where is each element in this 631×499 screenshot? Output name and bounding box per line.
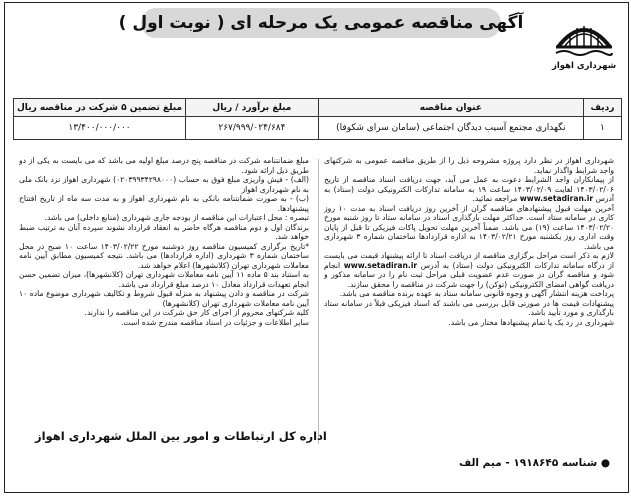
paragraph: (ب) - به صورت ضمانتنامه بانکی به نام شهرداری اهواز و به مدت سه ماه از تاریخ افتتاح پیشنهادها. bbox=[19, 194, 309, 213]
column-divider bbox=[318, 159, 319, 444]
paragraph: پرداخت هزینه انتشار آگهی و وجوه قانونی سامانه ستاد به عهده برنده مناقصه می باشد. bbox=[339, 289, 614, 298]
paragraph: سایر اطلاعات و جزئیات در اسناد مناقصه مندرج شده است. bbox=[121, 317, 309, 327]
paragraph: شهرداری در رد یک یا تمام پیشنهادها مختار می باشد. bbox=[448, 317, 614, 327]
cell-row-no: ۱ bbox=[583, 117, 621, 140]
paragraph: برندگان اول و دوم مناقصه هرگاه حاضر به انعقاد قرارداد نشوند سپرده آنان به ترتیب ضبط خواهد شد. bbox=[19, 222, 309, 241]
issuer-name: اداره کل ارتباطات و امور بین الملل شهرداری اهواز bbox=[35, 429, 327, 443]
paragraph: (الف) - فیش واریزی مبلغ فوق به حساب (۰۲۰۳۹۹۳۴۲۹۸۰۰۰) شهرداری اهواز نزد بانک ملی به نام شهرداری اهواز bbox=[19, 175, 309, 194]
logo-caption: شهرداری اهواز bbox=[551, 61, 617, 71]
paragraph: شرکت در مناقصه و دادن پیشنهاد به منزله قبول شروط و تکالیف شهرداری موضوع ماده ۱۰ آیین نامه معاملات شهرداری تهران (کلانشهرها) bbox=[19, 289, 309, 308]
table-row bbox=[14, 117, 622, 140]
paragraph-text: از پیمانکاران واجد الشرایط دعوت به عمل می آید، جهت دریافت اسناد مناقصه از تاریخ ۱۴۰۳/۰۲/۰۶ لغایت ۱۴۰۳/۰۲/۰۹ ساعت ۱۹ به سامانه تدارکات الکترونیکی دولت (ستاد) به آدرس bbox=[324, 175, 614, 203]
paragraph: *تاریخ برگزاری کمیسیون مناقصه روز دوشنبه مورخ ۱۴۰۳/۰۲/۲۲ ساعت ۱۰ صبح در محل ساختمان شماره ۳ شهرداری (اداره قراردادها) می باشد. نتیجه کمیسیون مطابق آیین نامه معاملات شهرداری تهران (کلانشهرها) اعلام خواهد شد. bbox=[19, 241, 309, 270]
tender-notice bbox=[4, 2, 629, 493]
cell-guarantee: ۱۳/۴۰۰/۰۰۰/۰۰۰ bbox=[14, 117, 186, 140]
header-estimate: مبلغ برآورد / ریال bbox=[186, 99, 319, 117]
logo bbox=[550, 9, 618, 83]
paragraph: شهرداری اهواز در نظر دارد پروژه مشروحه ذیل را از طریق مناقصه عمومی به شرکتهای واجد شرایط واگذار نماید. bbox=[324, 156, 614, 175]
header-guarantee: مبلغ تضمین ۵ شرکت در مناقصه ریال bbox=[14, 99, 186, 117]
setad-website-link[interactable]: www.setadiran.ir bbox=[519, 194, 594, 203]
notice-id bbox=[459, 457, 610, 469]
tender-table bbox=[13, 98, 622, 140]
paragraph bbox=[324, 175, 614, 204]
notice-id-label: شناسه ۱۹۱۸۶۴۵ - میم الف bbox=[458, 457, 598, 469]
bullet-icon: ● bbox=[600, 457, 610, 469]
cell-estimate: ۲۶۷/۹۹۹/۰۲۴/۶۸۴ bbox=[186, 117, 319, 140]
left-text-column bbox=[19, 156, 309, 451]
paragraph: به استناد بند ۵ ماده ۱۱ آیین نامه معاملات شهرداری تهران (کلانشهرها)، میزان تضمین حسن انجام تعهدات قرارداد معادل ۱۰ درصد مبلغ قرارداد می باشد. bbox=[19, 270, 309, 289]
paragraph: آخرین مهلت قبول پیشنهادهای مناقصه گران از آخرین روز دریافت اسناد به مدت ۱۰ روز کاری در سامانه ستاد است. حداکثر مهلت بارگذاری اسناد در سامانه ستاد تا روز شنبه مورخ ۱۴۰۳/۰۲/۲۰ ساعت (۱۹) می باشد. ضمناً آخرین مهلت تحویل پاکات فیزیکی تا قبل از پایان وقت اداری روز یکشنبه مورخ ۱۴۰۳/۰۲/۲۱ به اداره قراردادها ساختمان شماره ۳ شهرداری می باشد. bbox=[324, 203, 614, 251]
setad-website-link[interactable]: www.setadiran.ir bbox=[343, 260, 418, 270]
ahvaz-bridge-logo-icon bbox=[554, 9, 614, 59]
paragraph: پیشنهادات قیمت ها در صورتی قابل بررسی می باشند که اسناد فیزیکی قبلاً در سامانه ستاد بارگذاری و مورد تأیید باشد. bbox=[324, 298, 614, 317]
paragraph-text: مراجعه نمائید. bbox=[472, 194, 518, 203]
notice-title: آگهی مناقصه عمومی یک مرحله ای ( نوبت اول ) bbox=[141, 8, 501, 38]
paragraph bbox=[324, 251, 614, 289]
table-header-row bbox=[14, 99, 622, 117]
paragraph: مبلغ ضمانتنامه شرکت در مناقصه پنج درصد مبلغ اولیه می باشد که می بایست به یکی از دو طریق ذیل ارائه شود. bbox=[19, 156, 309, 175]
header-row-no: ردیف bbox=[583, 99, 621, 117]
paragraph: کلیه شرکتهای محروم از اجرای کار حق شرکت در این مناقصه را ندارند. bbox=[84, 308, 309, 317]
right-text-column bbox=[324, 156, 614, 451]
cell-title: نگهداری مجتمع آسیب دیدگان اجتماعی (سامان سرای شکوفا) bbox=[318, 117, 583, 140]
paragraph: تبصره : محل اعتبارات این مناقصه از بودجه جاری شهرداری (منابع داخلی) می باشد. bbox=[44, 213, 309, 222]
paragraph-text: انجام شود و مناقصه گران در صورت عدم عضویت قبلی مراحل ثبت نام را در سامانه مذکور و دریافت گواهی امضای الکترونیکی (توکن) را جهت شرکت در مناقصه را محقق سازند. bbox=[324, 260, 614, 289]
paragraph-text: لازم به ذکر است مراحل برگزاری مناقصه از دریافت اسناد تا ارائه پیشنهاد قیمت می بایست از درگاه سامانه تدارکات الکترونیکی دولت (ستاد) به آدرس bbox=[324, 251, 614, 270]
header-title: عنوان مناقصه bbox=[318, 99, 583, 117]
